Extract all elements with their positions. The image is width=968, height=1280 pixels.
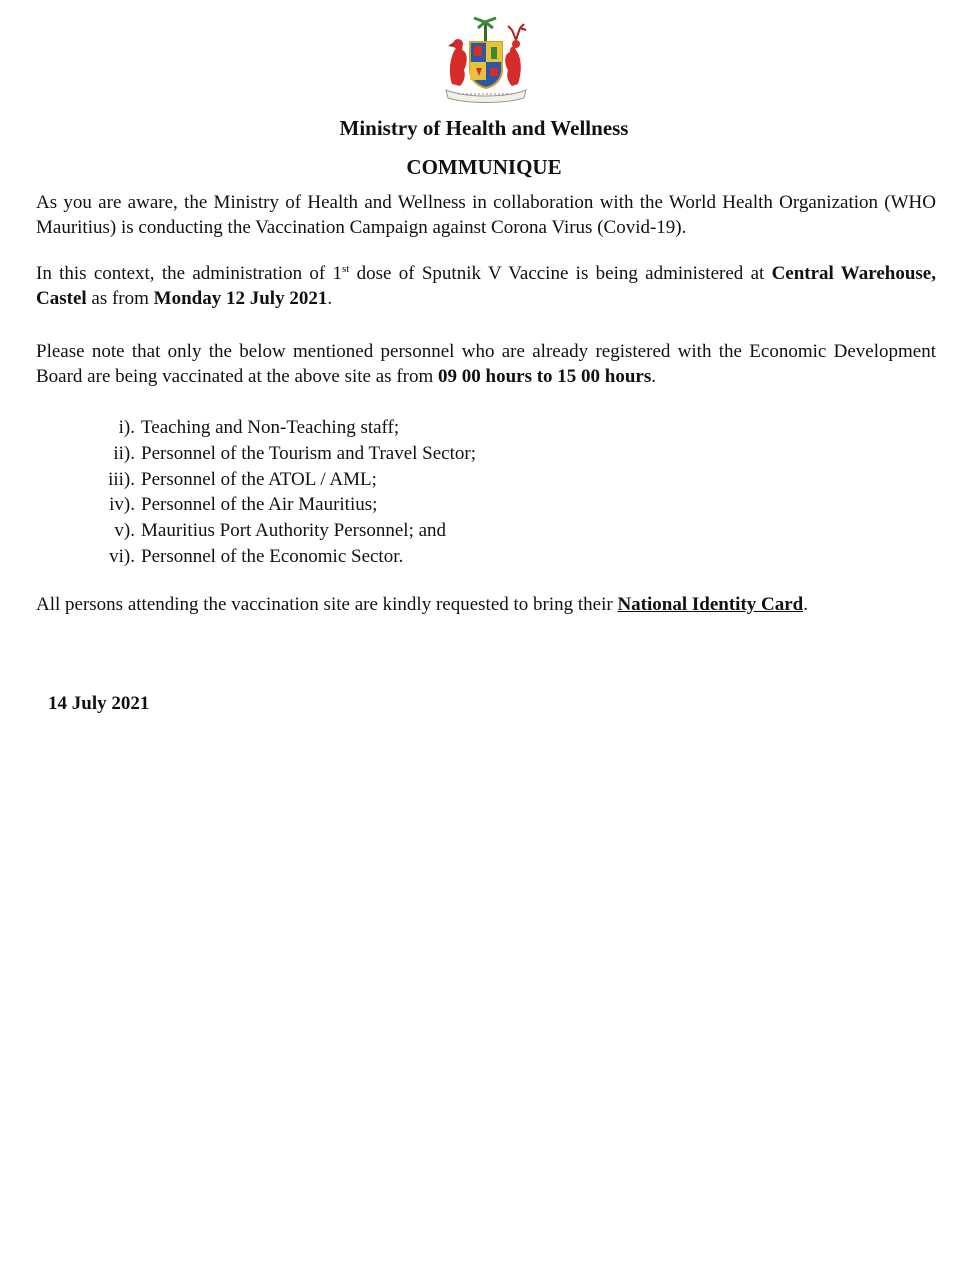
list-item: iv). Personnel of the Air Mauritius; <box>109 494 378 516</box>
communique-date: 14 July 2021 <box>48 693 150 714</box>
ordinal-superscript: st <box>342 263 350 275</box>
paragraph-location: In this context, the administration of 1st dose of Sputnik V Vaccine is being administered at Central Warehouse, Castel as from Monday 12 July 2021. <box>36 263 936 309</box>
paragraph-hours: Please note that only the below mentioned personnel who are already registered with the Economic Development Board are being vaccinated at the above site as from 09 00 hours to 15 00 hours. <box>36 341 936 387</box>
required-document: National Identity Card <box>617 594 804 615</box>
vaccination-location: Central Warehouse, Castel <box>36 263 936 309</box>
list-item: v). Mauritius Port Authority Personnel; and <box>114 520 447 542</box>
list-item: ii). Personnel of the Tourism and Travel Sector; <box>113 442 477 464</box>
paragraph-intro: As you are aware, the Ministry of Health and Wellness in collaboration with the World Health Organization (WHO Mauritius) is conducting the Vaccination Campaign against Corona Virus (Covid-19). <box>36 192 936 238</box>
paragraph-id-card: All persons attending the vaccination site are kindly requested to bring their National Identity Card. <box>36 594 808 615</box>
ministry-title: Ministry of Health and Wellness <box>339 116 629 140</box>
list-item: vi). Personnel of the Economic Sector. <box>109 545 404 567</box>
mauritius-coat-of-arms-icon <box>438 14 534 104</box>
start-date: Monday 12 July 2021 <box>153 288 328 309</box>
list-item: iii). Personnel of the ATOL / AML; <box>108 468 377 490</box>
personnel-list <box>0 415 968 570</box>
list-item: i). Teaching and Non-Teaching staff; <box>118 417 400 438</box>
vaccination-hours: 09 00 hours to 15 00 hours <box>438 366 652 387</box>
communique-heading: COMMUNIQUE <box>406 155 562 179</box>
